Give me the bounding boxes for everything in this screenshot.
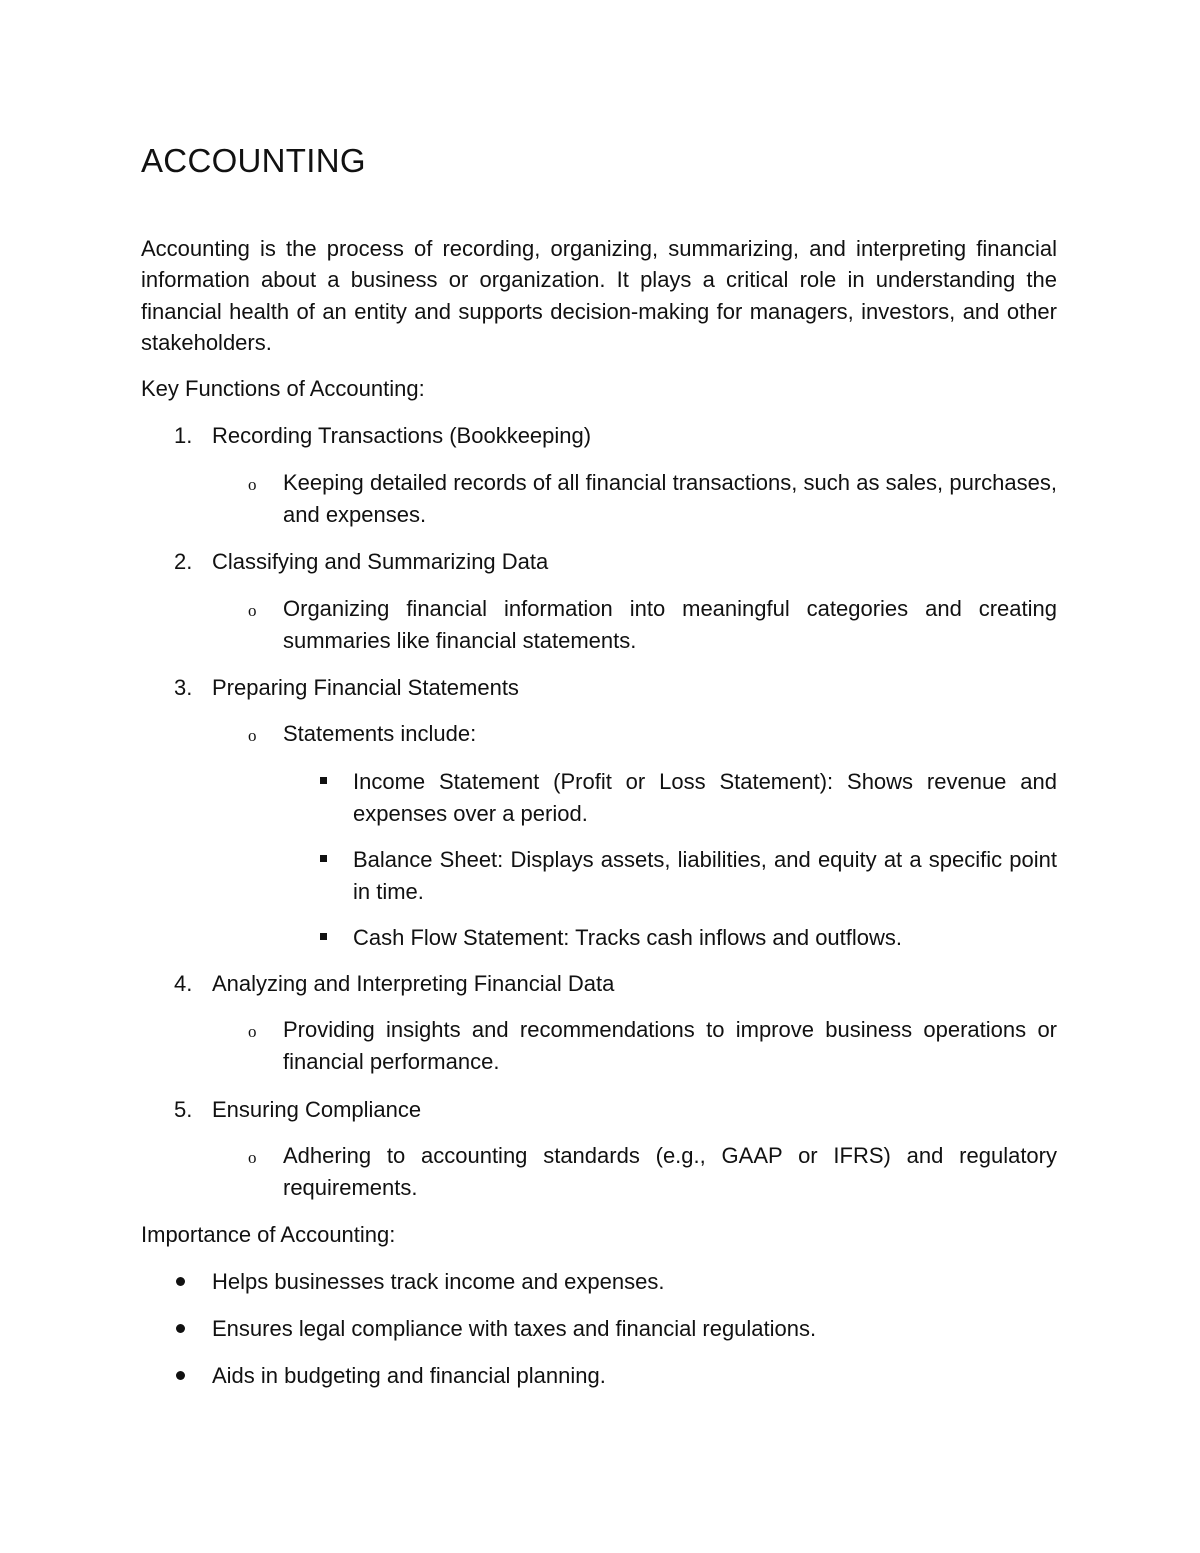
document-title: ACCOUNTING — [141, 142, 366, 179]
bullet-dot-icon — [176, 1277, 185, 1286]
function-detail: Statements include: — [283, 721, 477, 746]
importance-heading: Importance of Accounting: — [141, 1222, 396, 1247]
function-number: 4. — [174, 971, 193, 996]
function-number: 2. — [174, 549, 193, 574]
square-bullet-icon — [320, 855, 327, 862]
importance-item: Helps businesses track income and expenses. — [212, 1269, 665, 1294]
importance-item: Aids in budgeting and financial planning. — [212, 1363, 606, 1388]
statement-item: Balance Sheet: Displays assets, liabilities, and equity at a specific point in time. — [353, 847, 1057, 904]
function-number: 1. — [174, 423, 193, 448]
function-detail: Adhering to accounting standards (e.g., GAAP or IFRS) and regulatory requirements. — [283, 1143, 1057, 1200]
bullet-dot-icon — [176, 1324, 185, 1333]
function-number: 3. — [174, 675, 193, 700]
function-number: 5. — [174, 1097, 193, 1122]
sub-bullet-icon: o — [248, 1148, 257, 1167]
bullet-dot-icon — [176, 1371, 185, 1380]
intro-paragraph: Accounting is the process of recording, organizing, summarizing, and interpreting financial information about a business or organization. It plays a critical role in understanding the financial health of an entity and supports decision-making for managers, investors, and other stakeholders. — [141, 236, 1057, 355]
function-title: Preparing Financial Statements — [212, 675, 519, 700]
statement-item: Cash Flow Statement: Tracks cash inflows and outflows. — [353, 925, 903, 950]
importance-item: Ensures legal compliance with taxes and financial regulations. — [212, 1316, 817, 1341]
sub-bullet-icon: o — [248, 1022, 257, 1041]
function-title: Recording Transactions (Bookkeeping) — [212, 423, 592, 448]
statement-item: Income Statement (Profit or Loss Statement): Shows revenue and expenses over a period. — [353, 769, 1057, 826]
function-title: Ensuring Compliance — [212, 1097, 422, 1122]
function-detail: Organizing financial information into meaningful categories and creating summaries like financial statements. — [283, 596, 1057, 653]
square-bullet-icon — [320, 933, 327, 940]
sub-bullet-icon: o — [248, 726, 257, 745]
square-bullet-icon — [320, 777, 327, 784]
function-title: Analyzing and Interpreting Financial Data — [212, 971, 615, 996]
key-functions-heading: Key Functions of Accounting: — [141, 376, 425, 401]
sub-bullet-icon: o — [248, 601, 257, 620]
sub-bullet-icon: o — [248, 475, 257, 494]
function-detail: Providing insights and recommendations to improve business operations or financial performance. — [283, 1017, 1057, 1074]
function-detail: Keeping detailed records of all financial transactions, such as sales, purchases, and expenses. — [283, 470, 1057, 527]
function-title: Classifying and Summarizing Data — [212, 549, 549, 574]
